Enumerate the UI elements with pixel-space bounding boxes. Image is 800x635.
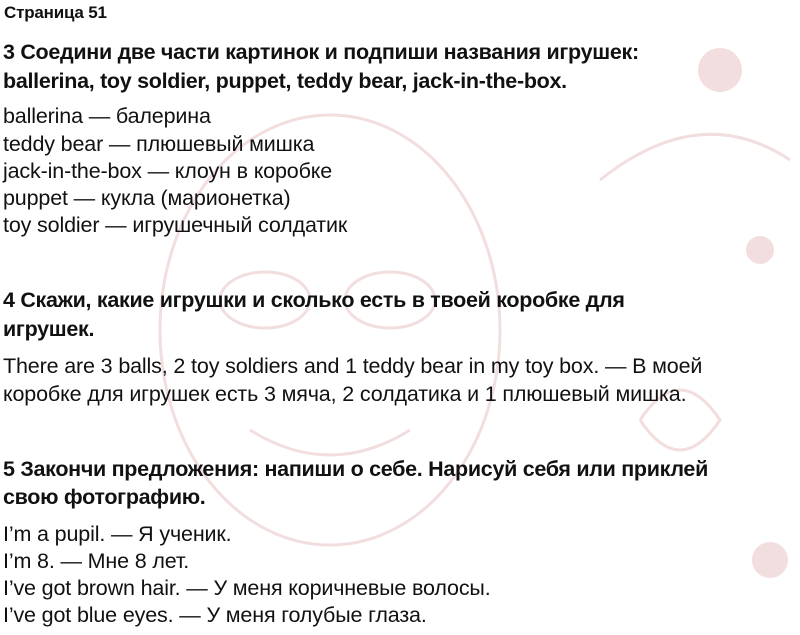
exercise-4-answer: There are 3 balls, 2 toy soldiers and 1 teddy bear in my toy box. — В моей	[3, 354, 703, 378]
exercise-5-heading-line-1: 5 Закончи предложения: напиши о себе. Нарисуй себя или приклей	[3, 457, 709, 481]
exercise-3-answer: ballerina — балерина	[3, 104, 211, 128]
exercise-4-heading-line-2: игрушек.	[3, 317, 95, 341]
exercise-3-heading-line-2: ballerina, toy soldier, puppet, teddy bear, jack-in-the-box.	[3, 69, 567, 93]
exercise-3-answer: teddy bear — плюшевый мишка	[3, 132, 315, 156]
exercise-5-answer: I’m 8. — Мне 8 лет.	[3, 549, 190, 573]
exercise-5-answer: I’ve got blue eyes. — У меня голубые глаза.	[3, 603, 427, 627]
exercise-5-answer: I’ve got brown hair. — У меня коричневые волосы.	[3, 576, 491, 600]
exercise-3-answer: puppet — кукла (марионетка)	[3, 186, 291, 210]
exercise-3-answer: toy soldier — игрушечный солдатик	[3, 213, 348, 237]
exercise-3-answer: jack-in-the-box — клоун в коробке	[3, 159, 333, 183]
exercise-5-heading-line-2: свою фотографию.	[3, 485, 206, 509]
page-title: Страница 51	[4, 3, 107, 22]
exercise-4-heading-line-1: 4 Скажи, какие игрушки и сколько есть в твоей коробке для	[3, 288, 625, 312]
exercise-3-heading-line-1: 3 Соедини две части картинок и подпиши названия игрушек:	[3, 40, 639, 64]
exercise-4-answer: коробке для игрушек есть 3 мяча, 2 солдатика и 1 плюшевый мишка.	[3, 382, 687, 406]
exercise-5-answer: I’m a pupil. — Я ученик.	[3, 522, 232, 546]
